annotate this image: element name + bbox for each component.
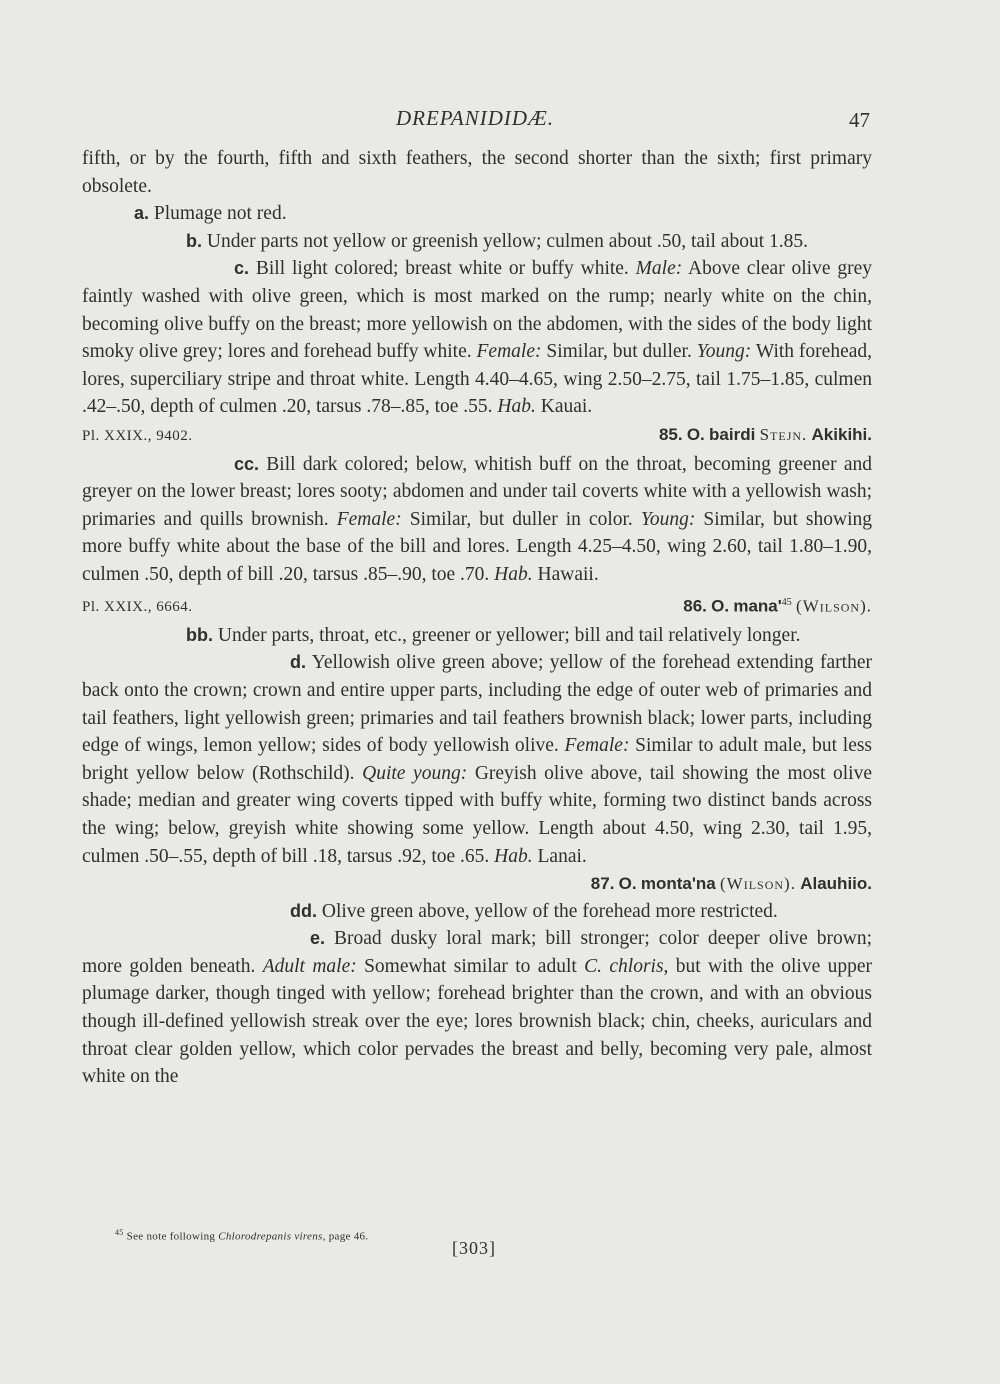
species-87: 87. O. monta'na (Wilson). Alauhiio. [590, 874, 872, 894]
key-a: a. Plumage not red. [134, 203, 287, 225]
key-dd: dd. Olive green above, yellow of the forehead more restricted. [290, 900, 778, 922]
paragraph-continuation: fifth, or by the fourth, fifth and sixth feathers, the second shorter than the sixth; first primary obsolete. [82, 148, 872, 197]
species-86: Pl. XXIX., 6664. 86. O. $mana'^{45}$ (Wilson). [82, 596, 872, 616]
key-d: d. Yellowish olive green above; yellow of the forehead extending farther back onto the crown; crown and entire upper parts, including the edge of outer web of primaries and tail feathers, light yellowish green; primaries and tail feathers brownish black; lower parts, including edge of wings, lemon yellow; sides of body yellowish olive. Female: Similar to adult male, but less bright yellow below (Rothschild). Quite young: Greyish olive above, tail showing the most olive shade; median and greater wing coverts tipped with buffy white, forming two distinct bands across the wing; below, greyish white showing some yellow. Length about 4.50, wing 2.30, tail 1.95, culmen .50–.55, depth of bill .18, tarsus .92, toe .65. Hab. Lanai. [82, 652, 873, 867]
key-c: c. Bill light colored; breast white or buffy white. Male: Above clear olive grey faintly washed with olive green, which is most marked on the rump; nearly white on the chin, becoming olive buffy on the breast; more yellowish on the abdomen, with the sides of the body light smoky olive grey; lores and forehead buffy white. Female: Similar, but duller. Young: With forehead, lores, superciliary stripe and throat white. Length 4.40–4.65, wing 2.50–2.75, tail 1.75–1.85, culmen .42–.50, depth of culmen .20, tarsus .78–.85, toe .55. Hab. Kauai. [82, 258, 873, 418]
key-e: e. Broad dusky loral mark; bill stronger; color deeper olive brown; more golden beneath. Adult male: Somewhat similar to adult C. chloris, but with the olive upper plumage darker, though tinged with yellow; forehead brighter than the crown, and with an obvious though ill-defined yellowish streak over the eye; lores brownish black; chin, cheeks, auriculars and throat clear golden yellow, which color pervades the breast and belly, becoming very pale, almost white on the [82, 928, 873, 1088]
running-head [80, 104, 870, 134]
key-cc: cc. Bill dark colored; below, whitish buff on the throat, becoming greener and greyer on the lower breast; lores sooty; abdomen and under tail coverts white with a yellowish wash; primaries and quills brownish. Female: Similar, but duller in color. Young: Similar, but showing more buffy white about the base of the bill and lores. Length 4.25–4.50, wing 2.60, tail 1.80–1.90, culmen .50, depth of bill .20, tarsus .85–.90, toe .70. Hab. Hawaii. [82, 453, 872, 585]
body-text [82, 145, 872, 1091]
page-number: 47 [849, 108, 870, 132]
footnote-ref: 45 [781, 596, 792, 608]
footnote: $^{45}$ See note following Chlorodrepanis virens, page 46. [115, 1228, 369, 1243]
key-bb: bb. Under parts, throat, etc., greener or yellower; bill and tail relatively longer. [186, 624, 801, 646]
running-title: DREPANIDIDÆ. [395, 106, 554, 130]
species-85: Pl. XXIX., 9402. 85. O. bairdi Stejn. Akikihi. [82, 424, 872, 444]
key-b: b. Under parts not yellow or greenish yellow; culmen about .50, tail about 1.85. [186, 230, 808, 252]
signature-mark: [303] [452, 1238, 496, 1258]
